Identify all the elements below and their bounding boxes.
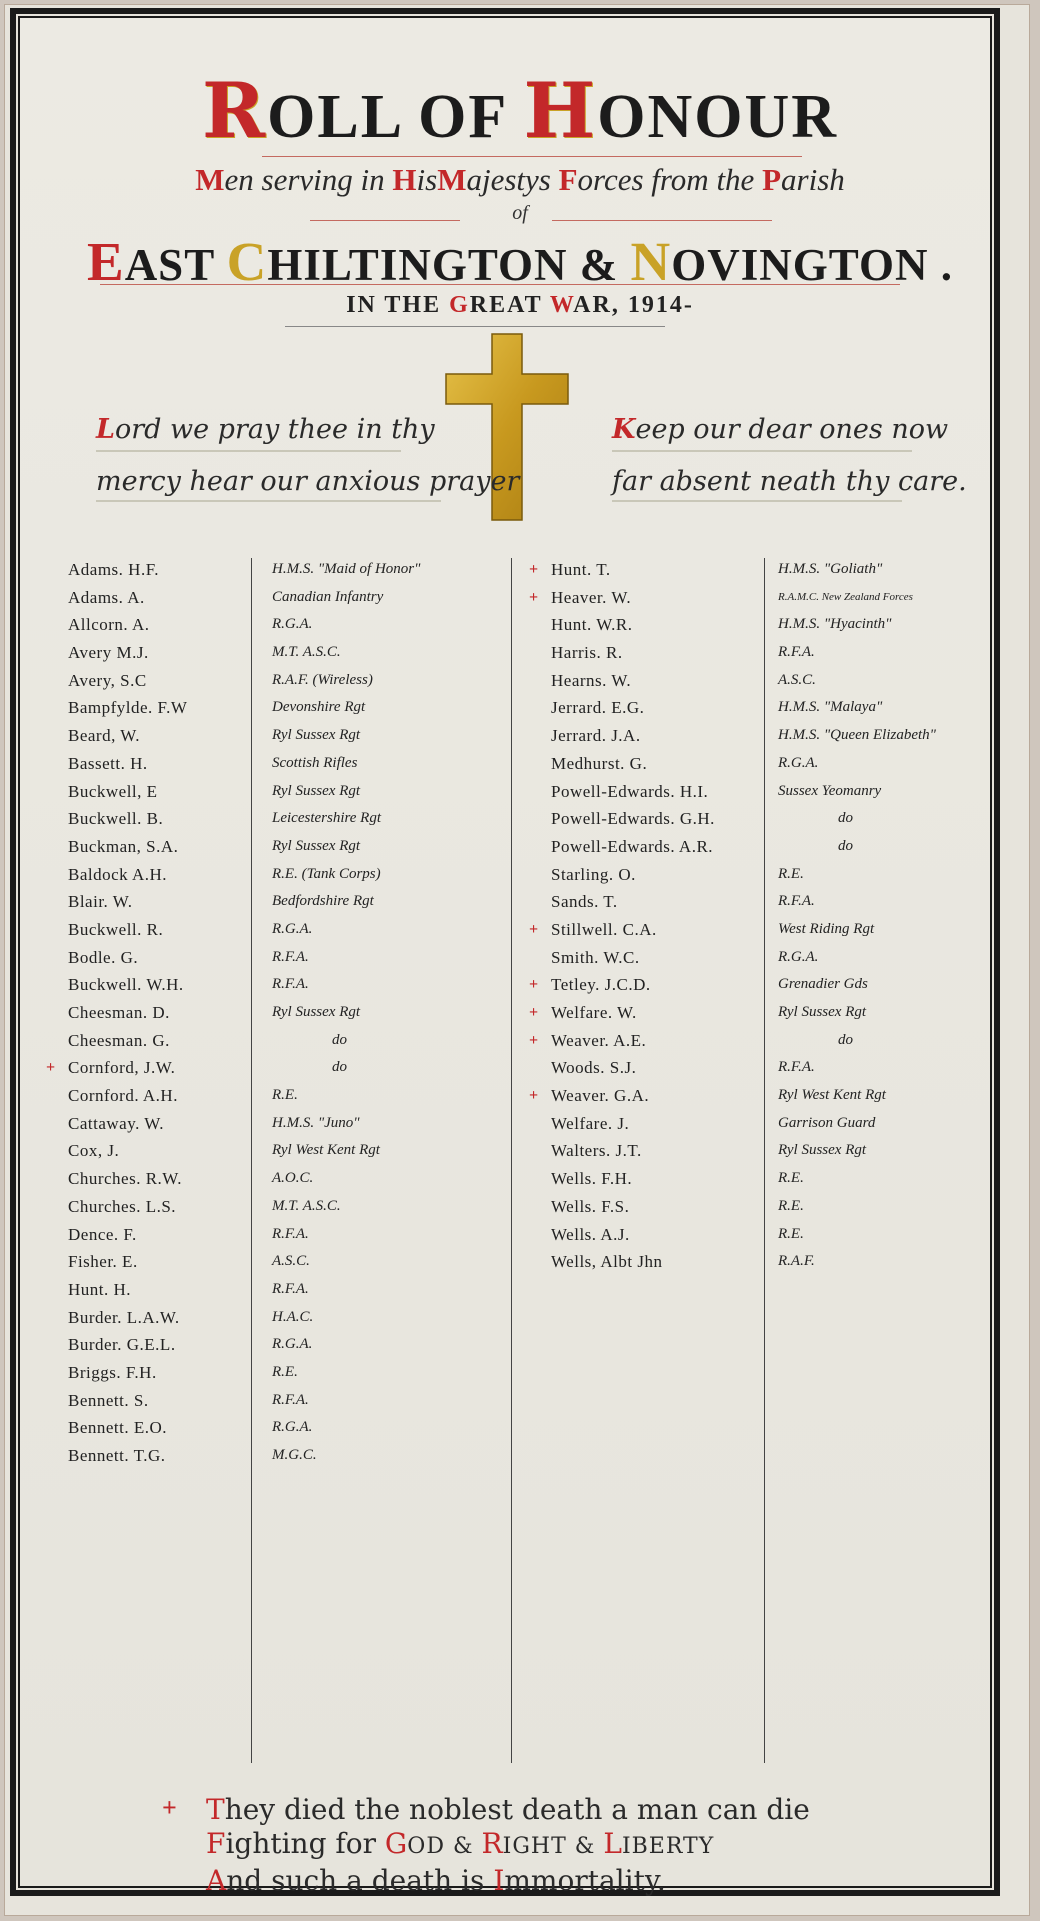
- prayer-left-line1: Lord we pray thee in thy: [96, 414, 435, 445]
- died-cross-mark: +: [529, 976, 539, 994]
- roll-unit: Ryl Sussex Rgt: [272, 782, 361, 799]
- right-units-column: [778, 556, 936, 1276]
- roll-unit: Sussex Yeomanry: [778, 782, 882, 799]
- roll-name: Buckwell. B.: [68, 809, 164, 829]
- roll-name: + Cornford, J.W.: [68, 1054, 187, 1082]
- roll-name: Churches. R.W.: [68, 1169, 183, 1189]
- died-cross-mark: +: [529, 588, 539, 606]
- roll-unit: do: [838, 810, 853, 827]
- roll-name: Buckwell. W.H.: [68, 975, 184, 995]
- left-units-column: [272, 556, 420, 1470]
- column-divider: [764, 558, 765, 1763]
- roll-name: Hunt. H.: [68, 1279, 132, 1299]
- roll-unit: R.G.A.: [778, 948, 819, 965]
- roll-unit: Grenadier Gds: [778, 976, 868, 993]
- roll-unit: Ryl West Kent Rgt: [778, 1087, 886, 1104]
- footer-line-2: Fighting for GOD & RIGHT & LIBERTY: [206, 1827, 715, 1860]
- roll-name: Wells, Albt Jhn: [551, 1252, 663, 1272]
- died-cross-mark: +: [46, 1059, 56, 1077]
- roll-name: + Welfare. W.: [551, 999, 715, 1027]
- roll-unit: R.G.A.: [778, 754, 819, 771]
- roll-unit: do: [838, 837, 853, 854]
- roll-name: Powell-Edwards. G.H.: [551, 809, 715, 829]
- column-divider: [251, 558, 252, 1763]
- roll-name: Briggs. F.H.: [68, 1362, 157, 1382]
- roll-unit: West Riding Rgt: [778, 920, 875, 937]
- roll-unit: A.S.C.: [778, 671, 816, 688]
- roll-unit: do: [332, 1031, 347, 1048]
- roll-unit: R.G.A.: [272, 1336, 313, 1353]
- roll-unit: do: [332, 1059, 347, 1076]
- roll-name: Bassett. H.: [68, 753, 148, 773]
- column-divider: [511, 558, 512, 1763]
- roll-name: Welfare. J.: [551, 1113, 630, 1133]
- roll-unit: Leicestershire Rgt: [272, 810, 382, 827]
- roll-unit: Ryl Sussex Rgt: [778, 1142, 867, 1159]
- prayer-right-line1: Keep our dear ones now: [612, 414, 949, 445]
- roll-name: Powell-Edwards. H.I.: [551, 781, 709, 801]
- roll-name: Wells. A.J.: [551, 1224, 630, 1244]
- roll-unit: Ryl Sussex Rgt: [778, 1004, 867, 1020]
- roll-name: Smith. W.C.: [551, 947, 640, 967]
- roll-name: Beard, W.: [68, 726, 141, 746]
- roll-name: + Heaver. W.: [551, 584, 715, 612]
- roll-unit: Canadian Infantry: [272, 588, 384, 605]
- roll-unit: Bedfordshire Rgt: [272, 893, 374, 910]
- roll-name: + Tetley. J.C.D.: [551, 971, 715, 999]
- roll-name: Wells. F.S.: [551, 1196, 630, 1216]
- roll-unit: Devonshire Rgt: [272, 699, 366, 716]
- roll-unit: R.F.A.: [272, 1225, 309, 1242]
- roll-unit: Scottish Rifles: [272, 754, 358, 771]
- roll-unit: R.F.A.: [778, 644, 815, 661]
- roll-unit: R.E.: [272, 1087, 298, 1104]
- died-cross-mark: +: [529, 1087, 539, 1105]
- footer-verse: [206, 1793, 810, 1898]
- roll-unit: H.M.S. "Queen Elizabeth": [778, 727, 936, 744]
- roll-name: Bampfylde. F.W: [68, 698, 188, 718]
- roll-name: Adams. A.: [68, 587, 145, 607]
- roll-unit: R.E.: [272, 1363, 298, 1380]
- roll-name: Buckman, S.A.: [68, 836, 179, 856]
- roll-name: Baldock A.H.: [68, 864, 168, 884]
- roll-unit: Ryl West Kent Rgt: [272, 1142, 380, 1159]
- roll-unit: R.G.A.: [272, 616, 313, 633]
- roll-unit: H.M.S. "Hyacinth": [778, 616, 892, 633]
- war-line: IN THE GREAT WAR, 1914-: [346, 292, 694, 318]
- subtitle: Men serving in HisMajestys Forces from the Parish: [195, 162, 845, 197]
- roll-unit: R.A.M.C. New Zealand Forces: [778, 590, 913, 603]
- parish-title: EAST CHILTINGTON & NOVINGTON .: [87, 231, 953, 292]
- roll-unit: H.M.S. "Goliath": [778, 561, 883, 577]
- roll-unit: R.F.A.: [272, 976, 309, 993]
- page-title: ROLL OF HONOUR: [201, 66, 839, 155]
- roll-unit: H.M.S. "Juno": [272, 1114, 360, 1131]
- died-cross-mark: +: [529, 920, 539, 938]
- war-rule: [285, 326, 665, 327]
- roll-name: Bennett. E.O.: [68, 1418, 168, 1438]
- roll-name: + Hunt. T.: [551, 556, 715, 584]
- died-cross-mark: +: [529, 1004, 539, 1021]
- title-rule: [262, 156, 802, 157]
- roll-name: + Weaver. A.E.: [551, 1027, 715, 1055]
- roll-name: Harris. R.: [551, 643, 623, 663]
- left-names-column: [46, 556, 188, 1470]
- roll-name: Hunt. W.R.: [551, 615, 633, 635]
- roll-name: Hearns. W.: [551, 670, 632, 690]
- of-word: of: [512, 202, 528, 224]
- roll-name: Medhurst. G.: [551, 753, 648, 773]
- roll-name: Dence. F.: [68, 1224, 137, 1244]
- roll-unit: Garrison Guard: [778, 1114, 876, 1131]
- roll-unit: R.E.: [778, 865, 804, 882]
- roll-name: Avery, S.C: [68, 670, 147, 690]
- roll-name: Cattaway. W.: [68, 1113, 165, 1133]
- roll-name: Fisher. E.: [68, 1252, 138, 1272]
- prayer-underline: [96, 500, 441, 502]
- died-cross-mark: +: [529, 561, 539, 578]
- roll-unit: R.G.A.: [272, 1419, 313, 1436]
- roll-name: Cox, J.: [68, 1141, 120, 1161]
- roll-name: Burder. G.E.L.: [68, 1335, 176, 1355]
- roll-name: Avery M.J.: [68, 643, 149, 663]
- footer-line-3: And such a death is Immortality.: [206, 1864, 666, 1897]
- roll-name: Cornford. A.H.: [68, 1086, 178, 1106]
- roll-unit: A.O.C.: [272, 1170, 314, 1187]
- roll-name: Jerrard. E.G.: [551, 698, 645, 718]
- right-names-column: [529, 556, 715, 1276]
- roll-unit: R.F.A.: [272, 1280, 309, 1297]
- roll-unit: H.A.C.: [272, 1308, 314, 1325]
- of-rule-right: [552, 220, 772, 221]
- roll-name: Adams. H.F.: [68, 560, 160, 579]
- roll-unit: R.A.F. (Wireless): [272, 671, 373, 688]
- footer-line-1: They died the noblest death a man can die: [206, 1793, 810, 1826]
- roll-unit: R.F.A.: [778, 1059, 815, 1076]
- roll-name: Wells. F.H.: [551, 1169, 633, 1189]
- roll-name: Bennett. T.G.: [68, 1446, 166, 1465]
- roll-name: + Stillwell. C.A.: [551, 916, 715, 944]
- prayer-underline: [96, 450, 401, 452]
- prayer-underline: [612, 500, 902, 502]
- roll-unit: H.M.S. "Maid of Honor": [272, 561, 421, 577]
- prayer-right-line2: far absent neath thy care.: [612, 466, 967, 497]
- prayer-left-line2: mercy hear our anxious prayer: [96, 466, 520, 497]
- roll-name: Blair. W.: [68, 892, 133, 912]
- roll-name: Jerrard. J.A.: [551, 726, 641, 746]
- roll-unit: R.F.A.: [272, 1391, 309, 1408]
- roll-unit: M.T. A.S.C.: [272, 644, 341, 661]
- roll-name: Sands. T.: [551, 892, 618, 912]
- roll-name: Allcorn. A.: [68, 615, 150, 635]
- roll-unit: do: [838, 1031, 853, 1048]
- roll-unit: Ryl Sussex Rgt: [272, 1004, 361, 1020]
- roll-name: Buckwell. R.: [68, 919, 164, 939]
- roll-unit: M.G.C.: [272, 1447, 317, 1463]
- roll-name: Cheesman. G.: [68, 1030, 170, 1050]
- roll-unit: M.T. A.S.C.: [272, 1197, 341, 1214]
- roll-name: Powell-Edwards. A.R.: [551, 836, 714, 856]
- roll-name: Buckwell, E: [68, 781, 158, 801]
- prayer-underline: [612, 450, 912, 452]
- roll-name: Bodle. G.: [68, 947, 139, 967]
- roll-name: Starling. O.: [551, 864, 636, 884]
- roll-name: Woods. S.J.: [551, 1058, 637, 1078]
- roll-name: Churches. L.S.: [68, 1196, 177, 1216]
- roll-unit: R.E. (Tank Corps): [272, 865, 381, 882]
- roll-unit: R.E.: [778, 1197, 804, 1214]
- roll-name: Bennett. S.: [68, 1390, 149, 1410]
- roll-unit: R.E.: [778, 1170, 804, 1187]
- roll-unit: R.A.F.: [778, 1253, 815, 1270]
- roll-name: Walters. J.T.: [551, 1141, 642, 1161]
- roll-name: Cheesman. D.: [68, 1003, 170, 1022]
- roll-unit: R.F.A.: [778, 893, 815, 910]
- died-cross-mark: +: [529, 1031, 539, 1049]
- roll-unit: R.F.A.: [272, 948, 309, 965]
- roll-unit: R.E.: [778, 1225, 804, 1242]
- roll-unit: R.G.A.: [272, 920, 313, 937]
- roll-unit: A.S.C.: [272, 1253, 310, 1270]
- roll-name: + Weaver. G.A.: [551, 1082, 715, 1110]
- footer-cross-mark: +: [162, 1793, 177, 1822]
- parish-rule: [100, 284, 900, 285]
- roll-unit: H.M.S. "Malaya": [778, 699, 883, 716]
- roll-unit: Ryl Sussex Rgt: [272, 727, 361, 744]
- roll-name: Burder. L.A.W.: [68, 1307, 180, 1327]
- roll-unit: Ryl Sussex Rgt: [272, 837, 361, 854]
